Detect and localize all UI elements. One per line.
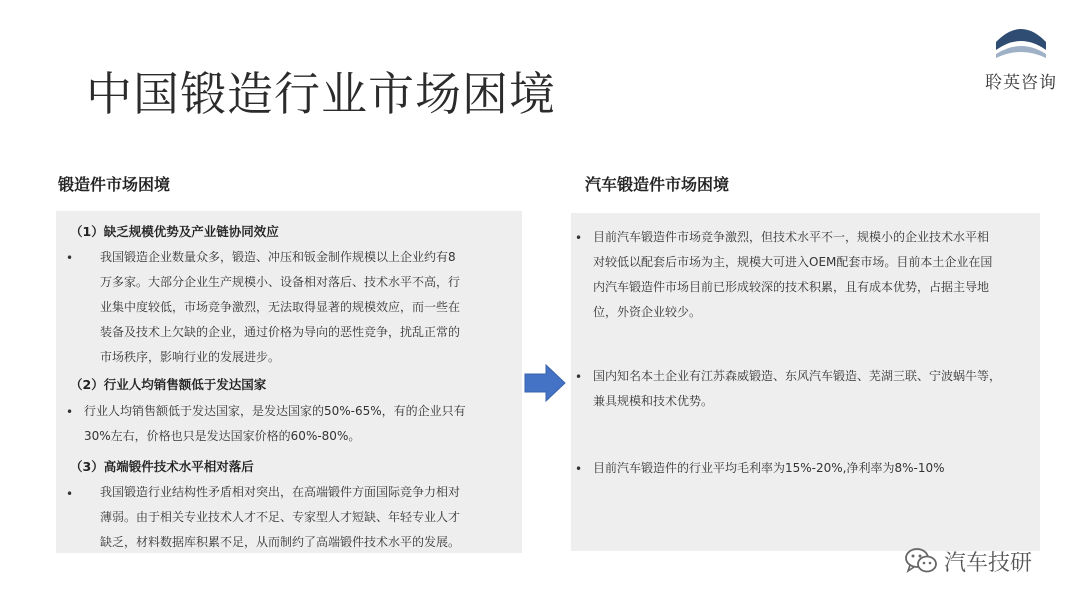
text-line: 缺乏，材料数据库积累不足，从而制约了高端锻件技术水平的发展。 xyxy=(100,535,461,549)
subheading-1: （1）缺乏规模优势及产业链协同效应 xyxy=(70,224,279,239)
text-line: 30%左右，价格也只是发达国家价格的60%-80%。 xyxy=(84,429,361,443)
text-line: 目前汽车锻造件市场竞争激烈，但技术水平不一，规模小的企业技术水平相 xyxy=(593,230,990,244)
left-section-title: 锻造件市场困境 xyxy=(58,175,171,194)
text-line: 国内知名本土企业有江苏森威锻造、东风汽车锻造、芜湖三联、宁波蜗牛等， xyxy=(593,369,1002,383)
paragraph-3 xyxy=(100,480,520,555)
watermark-text: 汽车技研 xyxy=(944,550,1033,576)
paragraph-1 xyxy=(100,245,520,370)
text-line: 我国锻造企业数量众多，锻造、冲压和钣金制作规模以上企业约有8 xyxy=(100,250,456,264)
right-paragraph-1 xyxy=(593,225,1039,325)
text-line: 市场秩序，影响行业的发展进步。 xyxy=(100,350,281,364)
bullet: • xyxy=(66,487,74,501)
text-line: 内汽车锻造件市场目前已形成较深的技术积累，且有成本优势，占据主导地 xyxy=(593,280,990,294)
subheading-2: （2）行业人均销售额低于发达国家 xyxy=(70,377,267,392)
subheading-3: （3）高端锻件技术水平相对落后 xyxy=(70,459,254,474)
bullet: • xyxy=(66,405,74,419)
bullet: • xyxy=(575,370,583,384)
text-line: 位，外资企业较少。 xyxy=(593,305,702,319)
text-line: 装备及技术上欠缺的企业，通过价格为导向的恶性竞争，扰乱正常的 xyxy=(100,325,461,339)
wechat-icon xyxy=(904,546,938,576)
text-line: 我国锻造行业结构性矛盾相对突出，在高端锻件方面国际竞争力相对 xyxy=(100,485,461,499)
bullet: • xyxy=(575,231,583,245)
left-content-box xyxy=(56,211,522,553)
right-content-box xyxy=(571,213,1040,551)
right-paragraph-2 xyxy=(593,364,1039,414)
logo-mountain-icon xyxy=(992,14,1050,64)
text-line: 行业人均销售额低于发达国家，是发达国家的50%-65%，有的企业只有 xyxy=(84,404,466,418)
company-logo xyxy=(976,12,1066,92)
paragraph-2 xyxy=(84,399,520,449)
text-line: 业集中度较低，市场竞争激烈，无法取得显著的规模效应，而一些在 xyxy=(100,300,461,314)
watermark xyxy=(904,544,1032,578)
text-line: 薄弱。由于相关专业技术人才不足、专家型人才短缺、年轻专业人才 xyxy=(100,510,461,524)
right-section-title: 汽车锻造件市场困境 xyxy=(585,175,730,194)
text-line: 万多家。大部分企业生产规模小、设备相对落后、技术水平不高，行 xyxy=(100,275,461,289)
logo-text: 聆英咨询 xyxy=(985,73,1057,93)
right-arrow-icon xyxy=(524,364,566,406)
text-line: 兼具规模和技术优势。 xyxy=(593,394,714,408)
text-line: 对较低以配套后市场为主，规模大可进入OEM配套市场。目前本土企业在国 xyxy=(593,255,993,269)
right-paragraph-3 xyxy=(593,456,1039,481)
slide-title: 中国锻造行业市场困境 xyxy=(86,67,556,121)
bullet: • xyxy=(66,251,74,265)
text-line: 目前汽车锻造件的行业平均毛利率为15%-20%,净利率为8%-10% xyxy=(593,461,945,475)
bullet: • xyxy=(575,462,583,476)
